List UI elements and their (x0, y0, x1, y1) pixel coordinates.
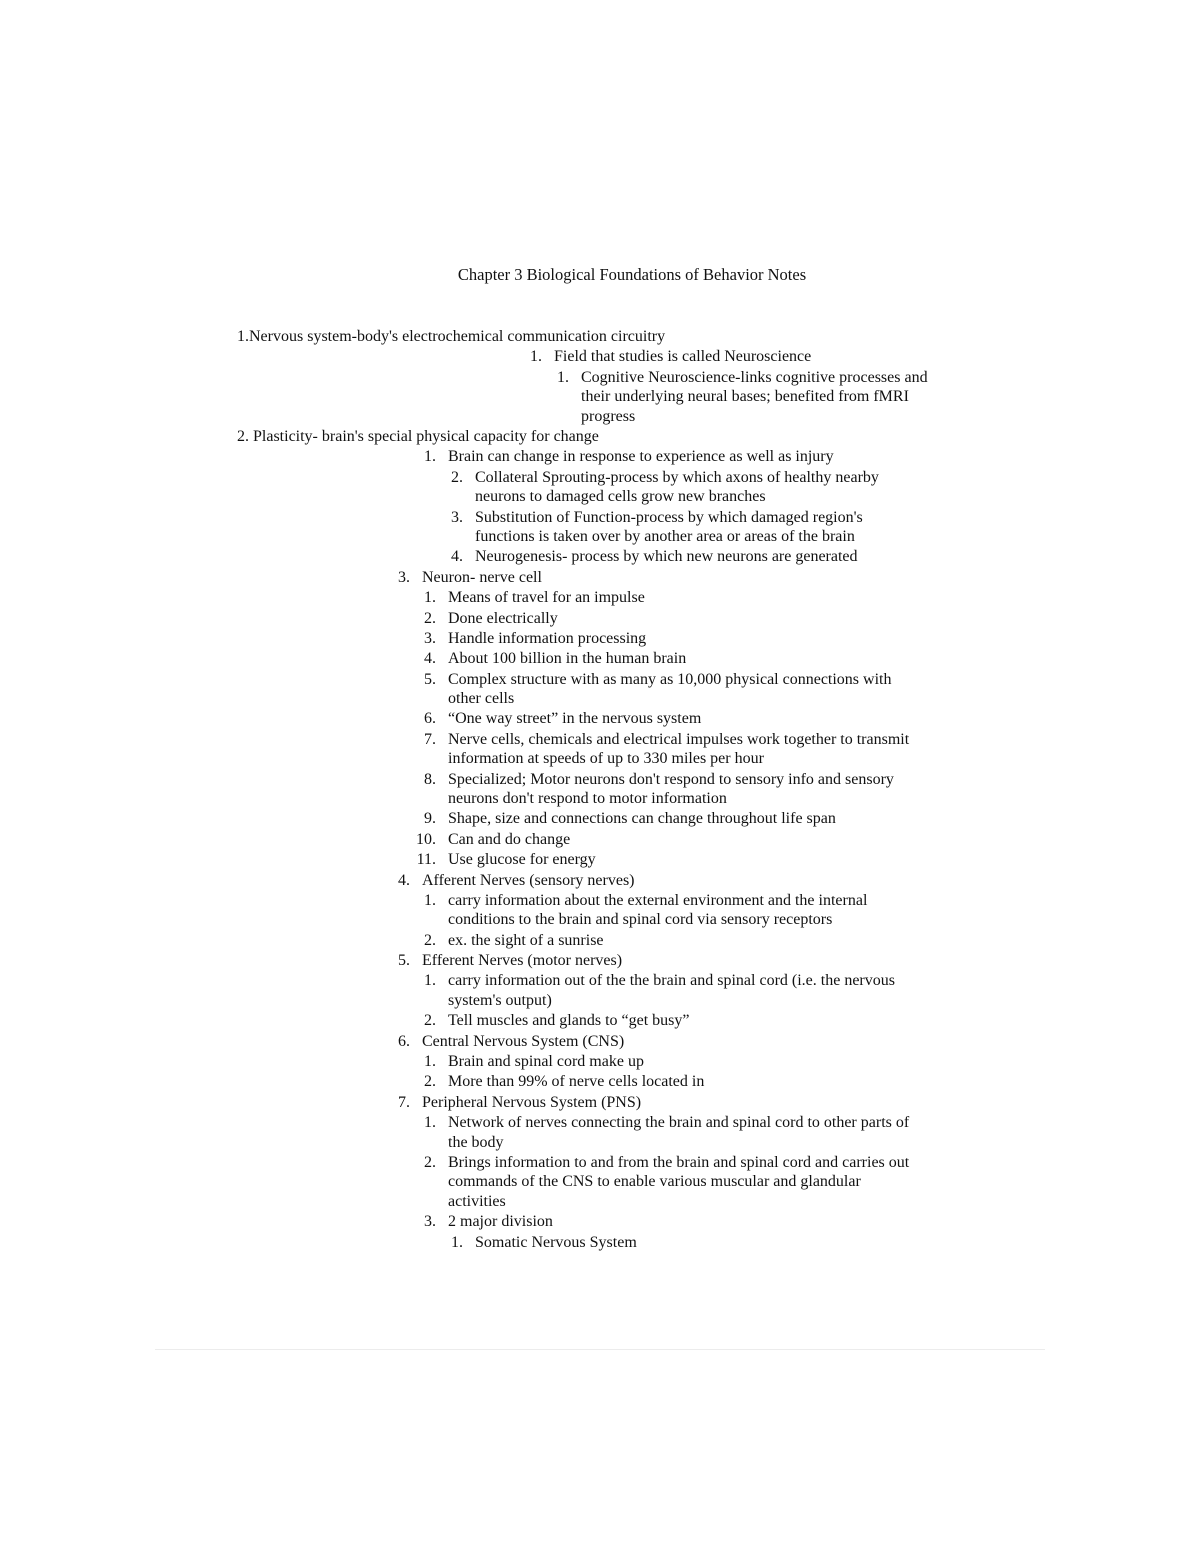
list-item-number: 1. (424, 1052, 436, 1070)
list-item-text: ex. the sight of a sunrise (448, 931, 604, 949)
list-item-number: 4. (424, 650, 436, 668)
list-item-number: 3. (424, 1213, 436, 1231)
list-item-number: 1. (530, 348, 542, 366)
list-item-text: 2 major division (448, 1213, 553, 1231)
list-item-number: 2. (424, 1073, 436, 1091)
list-item-text: functions is taken over by another area or areas of the brain (475, 528, 855, 546)
list-item-text: Specialized; Motor neurons don't respond to sensory info and sensory (448, 770, 894, 788)
list-item-number: 3. (424, 629, 436, 647)
outline-heading-number: 6. (398, 1032, 410, 1050)
page-title: Chapter 3 Biological Foundations of Behavior Notes (457, 265, 807, 284)
list-item-text: Means of travel for an impulse (448, 589, 645, 607)
list-item-text: system's output) (448, 991, 552, 1009)
list-item-text: About 100 billion in the human brain (448, 650, 687, 668)
outline-heading: Afferent Nerves (sensory nerves) (422, 871, 635, 889)
list-item-text: Cognitive Neuroscience-links cognitive processes and (581, 368, 928, 386)
list-item-text: activities (448, 1192, 506, 1210)
list-item-number: 1. (424, 448, 436, 466)
list-item-number: 8. (424, 770, 436, 788)
list-item-number: 4. (451, 548, 463, 566)
list-item-number: 3. (451, 508, 463, 526)
outline-heading-number: 5. (398, 952, 410, 970)
list-item-text: Brain and spinal cord make up (448, 1052, 644, 1070)
outline-heading-number: 7. (398, 1093, 410, 1111)
list-item-number: 7. (424, 730, 436, 748)
outline-heading-number: 4. (398, 871, 410, 889)
list-item-text: their underlying neural bases; benefited from fMRI (581, 388, 909, 406)
list-item-number: 2. (451, 468, 463, 486)
list-item-text: Shape, size and connections can change throughout life span (448, 810, 836, 828)
list-item-text: conditions to the brain and spinal cord via sensory receptors (448, 911, 833, 929)
list-item-text: progress (581, 407, 636, 425)
list-item-text: Neurogenesis- process by which new neurons are generated (475, 548, 858, 566)
list-item-text: Complex structure with as many as 10,000 physical connections with (448, 670, 892, 688)
list-item-text: Collateral Sprouting-process by which axons of healthy nearby (475, 468, 879, 486)
outline-heading: Central Nervous System (CNS) (422, 1032, 625, 1050)
list-item-text: Field that studies is called Neuroscience (554, 348, 812, 366)
list-item-text: Tell muscles and glands to “get busy” (448, 1012, 690, 1030)
list-item-number: 1. (424, 891, 436, 909)
list-item-number: 9. (424, 810, 436, 828)
list-item-text: Somatic Nervous System (475, 1233, 637, 1251)
list-item-text: neurons to damaged cells grow new branches (475, 488, 766, 506)
list-item-text: other cells (448, 690, 515, 708)
outline-heading-number: 3. (398, 568, 410, 586)
list-item-number: 1. (557, 368, 569, 386)
list-item-text: “One way street” in the nervous system (448, 710, 702, 728)
page-divider (155, 1349, 1045, 1350)
list-item-text: Nerve cells, chemicals and electrical impulses work together to transmit (448, 730, 910, 748)
list-item-text: Brings information to and from the brain and spinal cord and carries out (448, 1153, 910, 1171)
list-item-text: neurons don't respond to motor information (448, 790, 727, 808)
list-item-number: 2. (424, 1012, 436, 1030)
list-item-text: carry information out of the the brain and spinal cord (i.e. the nervous (448, 972, 895, 990)
list-item-number: 11. (416, 851, 436, 869)
list-item-text: Brain can change in response to experience as well as injury (448, 448, 834, 466)
list-item-number: 1. (424, 972, 436, 990)
list-item-number: 1. (451, 1233, 463, 1251)
list-item-text: carry information about the external environment and the internal (448, 891, 868, 909)
list-item-text: More than 99% of nerve cells located in (448, 1073, 705, 1091)
outline-heading: Neuron- nerve cell (422, 568, 542, 586)
list-item-text: information at speeds of up to 330 miles per hour (448, 750, 764, 768)
outline-heading: 2. Plasticity- brain's special physical capacity for change (237, 428, 599, 446)
list-item-text: Use glucose for energy (448, 851, 596, 869)
list-item-text: Done electrically (448, 609, 558, 627)
list-item-text: Handle information processing (448, 629, 647, 647)
outline-heading: Peripheral Nervous System (PNS) (422, 1093, 642, 1111)
list-item-number: 2. (424, 931, 436, 949)
list-item-number: 6. (424, 710, 436, 728)
list-item-text: Can and do change (448, 830, 571, 848)
list-item-number: 10. (416, 830, 436, 848)
list-item-number: 5. (424, 670, 436, 688)
list-item-number: 2. (424, 1153, 436, 1171)
list-item-text: the body (448, 1133, 504, 1151)
list-item-number: 2. (424, 609, 436, 627)
list-item-text: Network of nerves connecting the brain and spinal cord to other parts of (448, 1114, 910, 1131)
list-item-number: 1. (424, 1114, 436, 1131)
list-item-number: 1. (424, 589, 436, 607)
outline-heading: Efferent Nerves (motor nerves) (422, 952, 623, 970)
outline-heading: 1.Nervous system-body's electrochemical communication circuitry (237, 328, 666, 345)
list-item-text: commands of the CNS to enable various muscular and glandular (448, 1173, 861, 1191)
list-item-text: Substitution of Function-process by which damaged region's (475, 508, 863, 526)
